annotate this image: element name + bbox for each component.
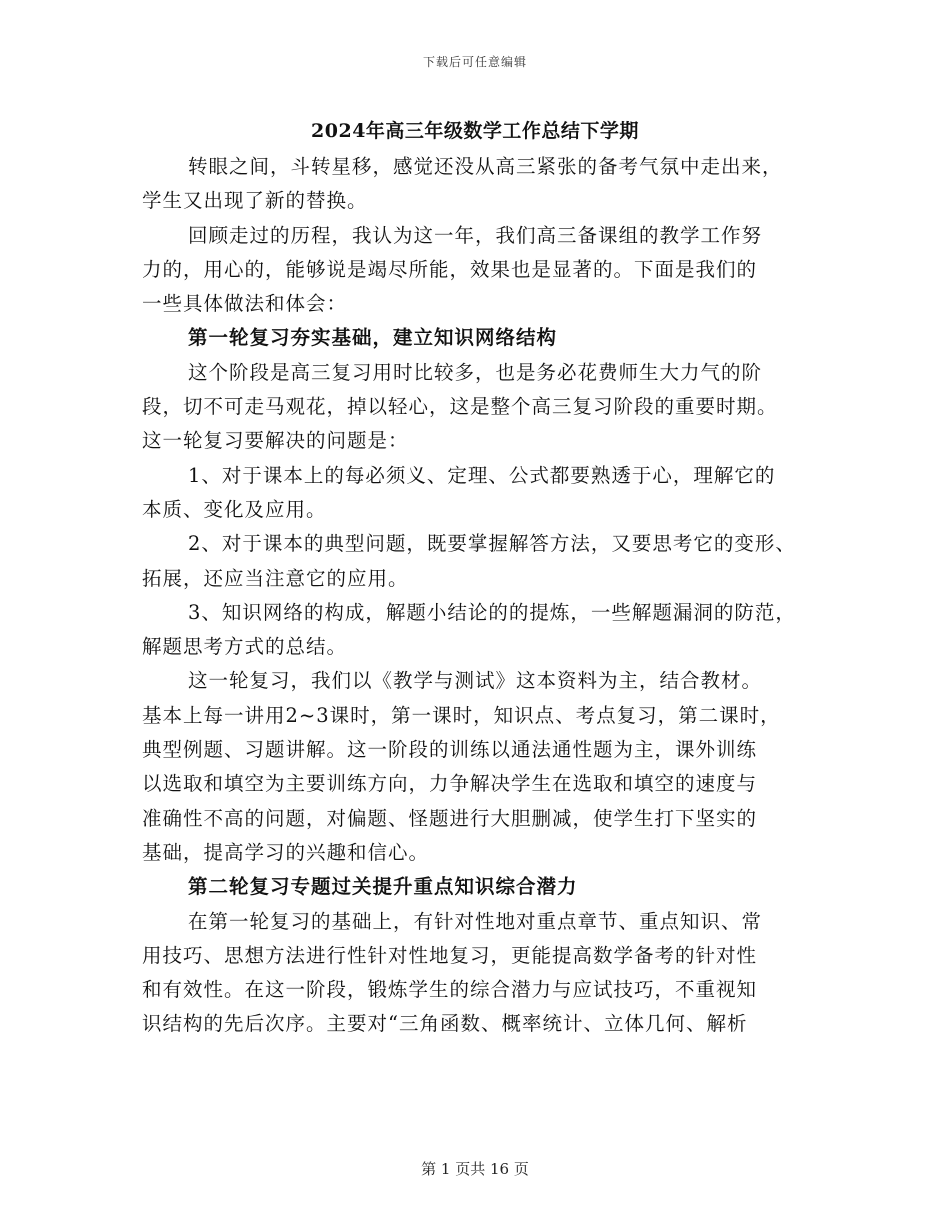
- header-note: 下载后可任意编辑: [422, 55, 527, 69]
- paragraph-line: 典型例题、习题讲解。这一阶段的训练以通法通性题为主，课外训练: [142, 738, 758, 762]
- paragraph-line: 学生又出现了新的替换。: [142, 189, 368, 213]
- paragraph-line: 本质、变化及应用。: [142, 497, 327, 521]
- list-item-3: 3、知识网络的构成，解题小结论的的提炼，一些解题漏洞的防范，: [188, 600, 796, 624]
- list-item-1: 1、对于课本上的每必须义、定理、公式都要熟透于心，理解它的: [188, 463, 776, 487]
- list-item-2: 2、对于课本的典型问题，既要掌握解答方法，又要思考它的变形、: [188, 532, 796, 556]
- paragraph-line: 基本上每一讲用2~3课时，第一课时，知识点、考点复习，第二课时，: [142, 703, 781, 727]
- paragraph-line: 在第一轮复习的基础上，有针对性地对重点章节、重点知识、常: [188, 909, 763, 933]
- document-title: 2024年高三年级数学工作总结下学期: [311, 120, 639, 142]
- paragraph-line: 准确性不高的问题，对偏题、怪题进行大胆删减，使学生打下坚实的: [142, 806, 758, 830]
- paragraph-line: 回顾走过的历程，我认为这一年，我们高三备课组的教学工作努: [188, 223, 763, 247]
- section-heading-1: 第一轮复习夯实基础，建立知识网络结构: [188, 326, 558, 350]
- paragraph-line: 这一轮复习要解决的问题是：: [142, 429, 409, 453]
- paragraph-line: 解题思考方式的总结。: [142, 635, 348, 659]
- paragraph-line: 转眼之间，斗转星移，感觉还没从高三紧张的备考气氛中走出来，: [188, 155, 783, 178]
- paragraph-line: 基础，提高学习的兴趣和信心。: [142, 840, 430, 864]
- paragraph-line: 以选取和填空为主要训练方向，力争解决学生在选取和填空的速度与: [142, 772, 758, 796]
- document-body: [142, 150, 822, 1042]
- paragraph-line: 这个阶段是高三复习用时比较多，也是务必花费师生大力气的阶: [188, 360, 763, 384]
- section-heading-2: 第二轮复习专题过关提升重点知识综合潜力: [188, 875, 578, 899]
- paragraph-line: 段，切不可走马观花，掉以轻心，这是整个高三复习阶段的重要时期。: [142, 395, 778, 419]
- paragraph-line: 拓展，还应当注意它的应用。: [142, 566, 409, 590]
- paragraph-line: 这一轮复习，我们以《教学与测试》这本资料为主，结合教材。: [188, 669, 763, 693]
- paragraph-line: 和有效性。在这一阶段，锻炼学生的综合潜力与应试技巧，不重视知: [142, 978, 758, 1002]
- page-footer: 第 1 页共 16 页: [421, 1160, 529, 1178]
- paragraph-line: 用技巧、思想方法进行性针对性地复习，更能提高数学备考的针对性: [142, 943, 758, 967]
- paragraph-line: 力的，用心的，能够说是竭尽所能，效果也是显著的。下面是我们的: [142, 257, 758, 281]
- paragraph-line: 识结构的先后次序。主要对“三角函数、概率统计、立体几何、解析: [142, 1012, 748, 1036]
- paragraph-line: 一些具体做法和体会：: [142, 292, 348, 316]
